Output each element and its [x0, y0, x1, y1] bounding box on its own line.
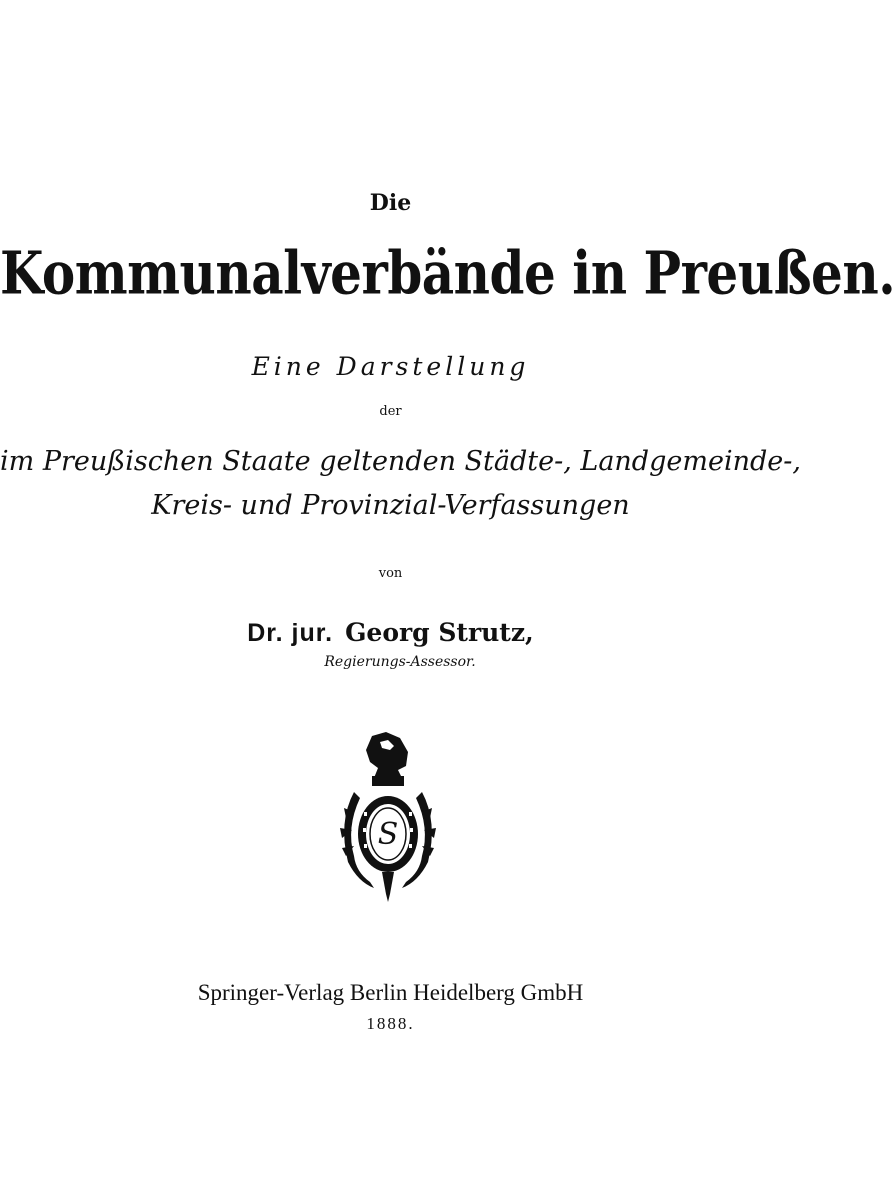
main-title: Kommunalverbände in Preußen.	[0, 238, 895, 308]
description-line-1: im Preußischen Staate geltenden Städte-, Landgemeinde-,	[0, 446, 801, 477]
description-line-2: Kreis- und Provinzial-Verfassungen	[151, 490, 630, 521]
pre-title: Die	[369, 190, 412, 216]
logo-initial: S	[377, 817, 399, 852]
author-line	[0, 618, 781, 648]
author-role: Regierungs-Assessor.	[324, 654, 476, 670]
springer-knight-logo-icon	[334, 732, 442, 902]
subtitle: Eine Darstellung	[251, 352, 530, 381]
publication-year: 1888.	[366, 1014, 415, 1033]
author-prefix: Dr. jur.	[247, 619, 334, 647]
connector-von: von	[378, 566, 403, 581]
publisher: Springer-Verlag Berlin Heidelberg GmbH	[197, 980, 584, 1005]
author-name: Georg Strutz,	[345, 618, 534, 647]
connector-der: der	[379, 404, 402, 419]
